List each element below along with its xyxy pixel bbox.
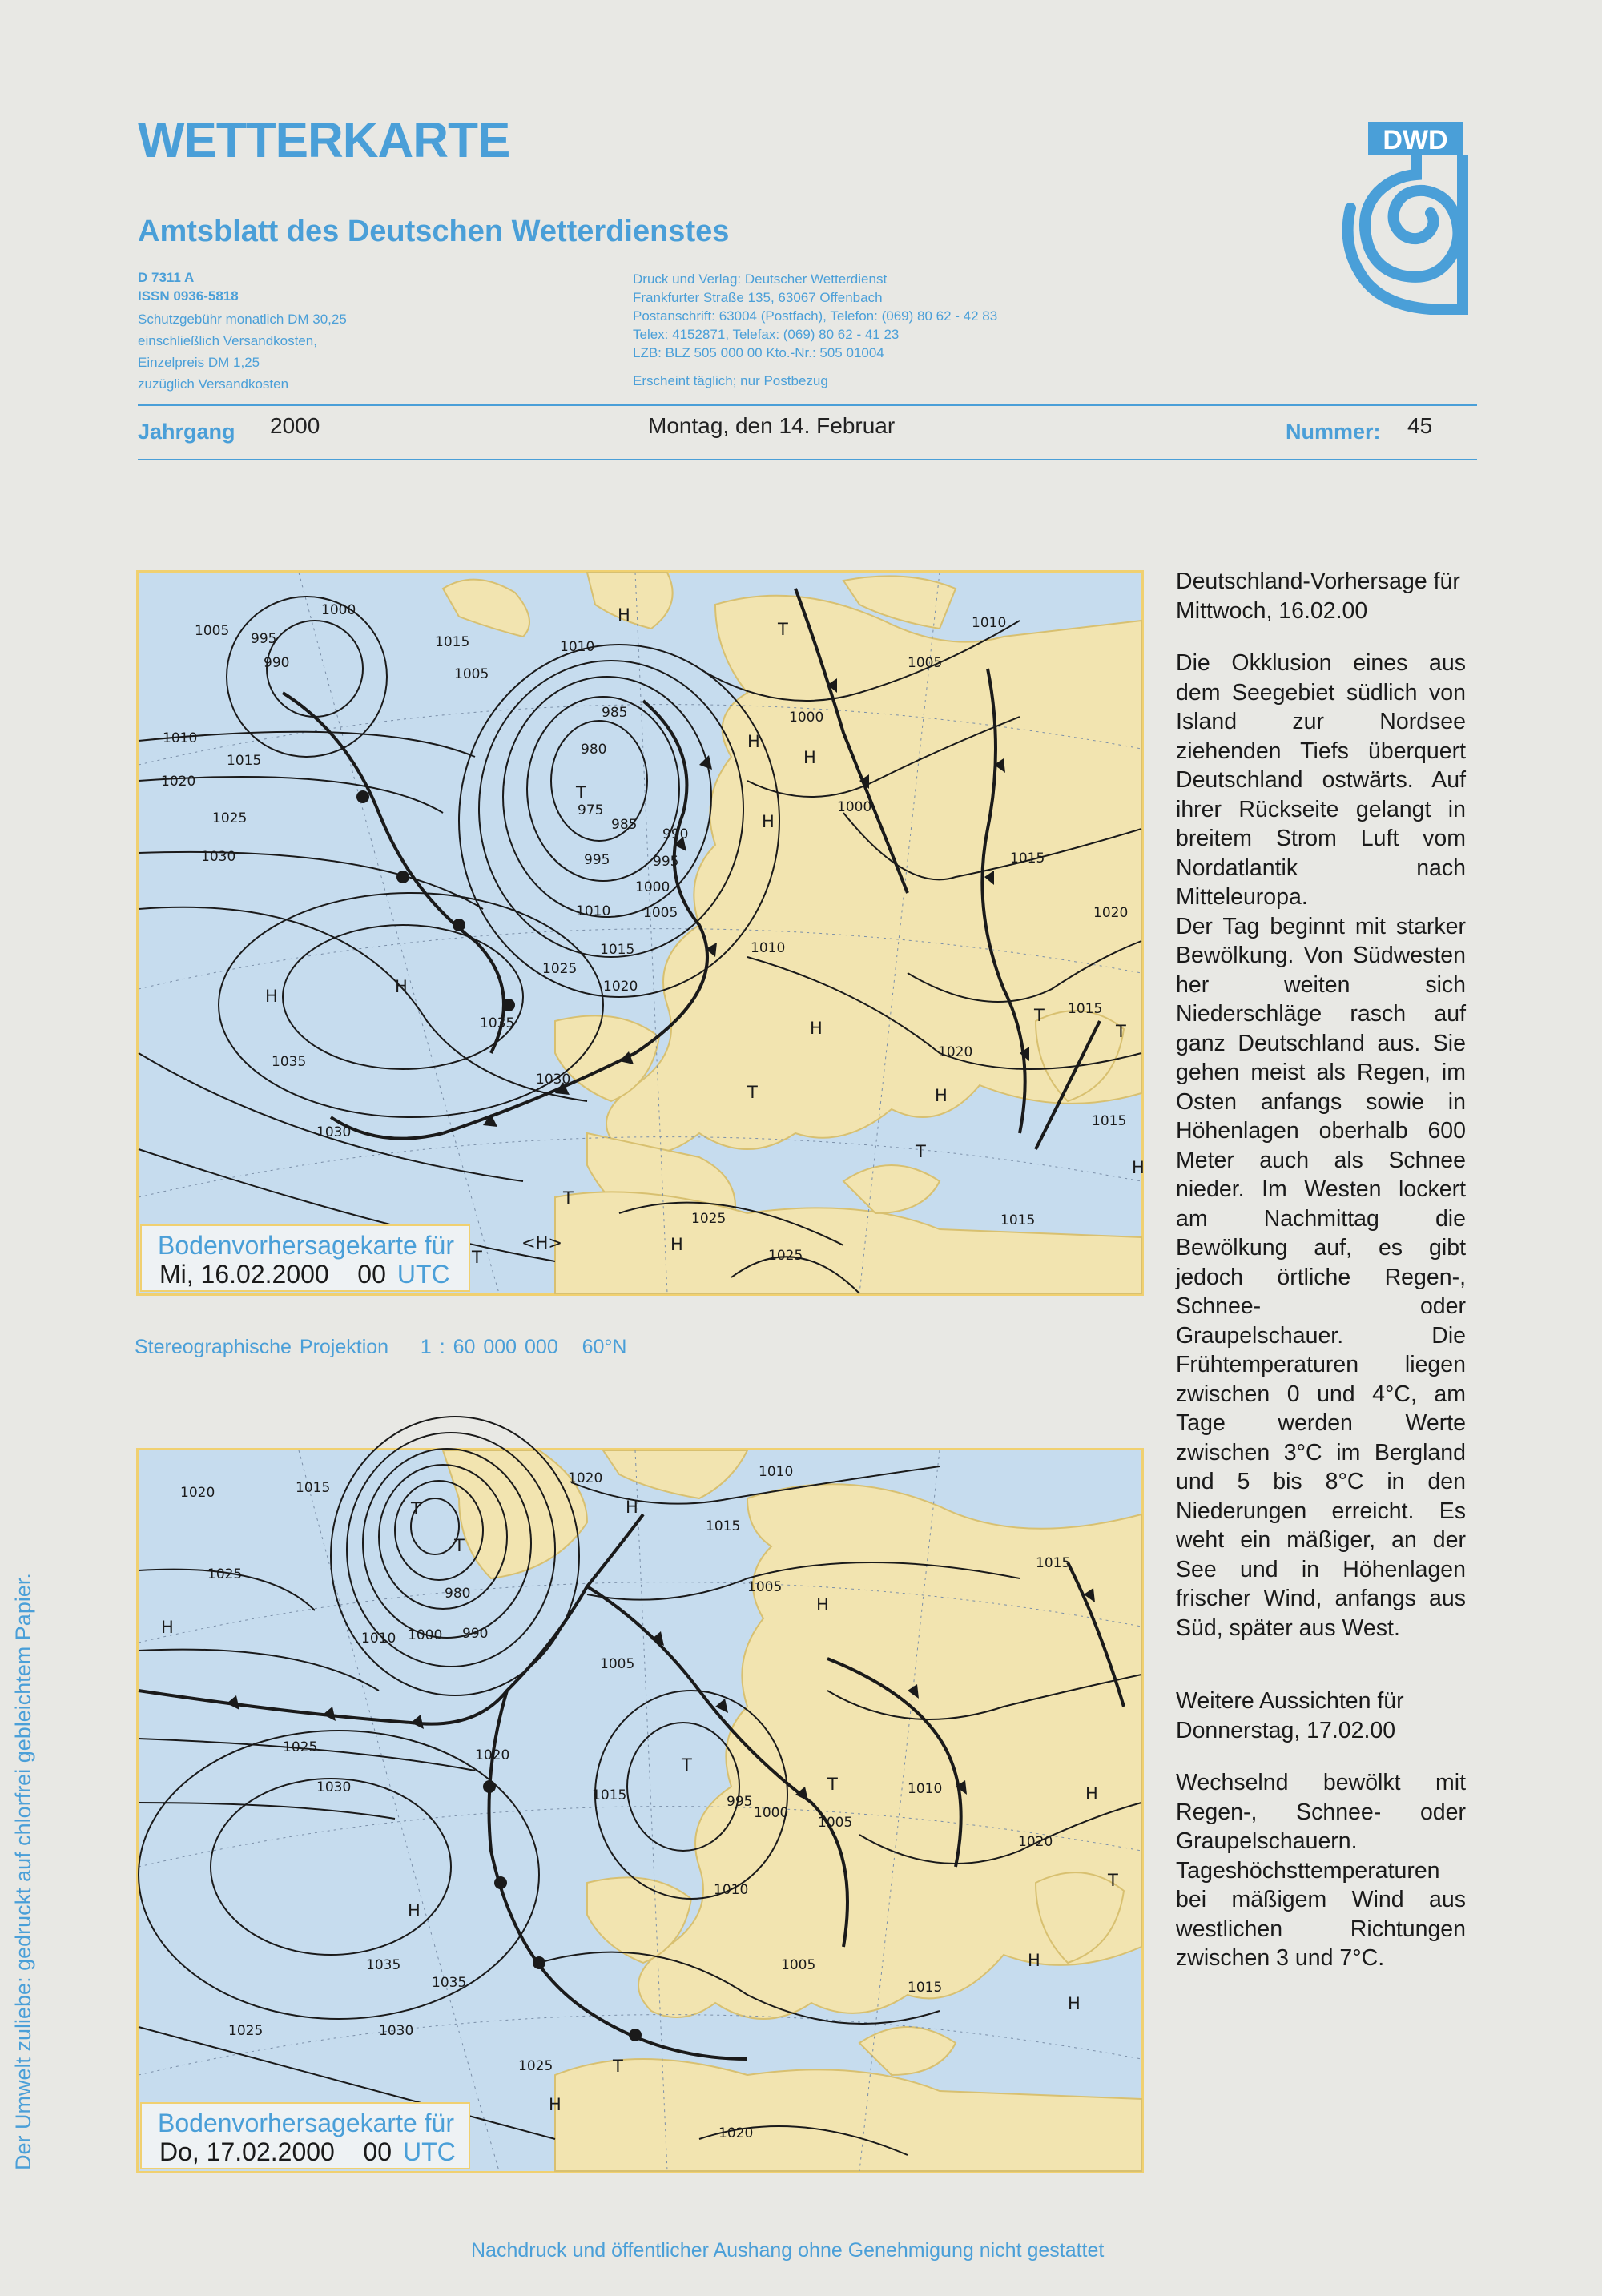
- isobar-label: 1020: [1093, 905, 1129, 921]
- isobar-label: 1005: [781, 1957, 816, 1973]
- issn: ISSN 0936-5818: [138, 288, 239, 304]
- map-utc: UTC: [403, 2137, 456, 2166]
- map-utc: UTC: [396, 1260, 450, 1289]
- fee-line: Einzelpreis DM 1,25: [138, 355, 260, 370]
- isobar-label: 1010: [714, 1882, 749, 1898]
- isobar-label: 1030: [316, 1124, 352, 1140]
- map-date: Mi, 16.02.2000: [159, 1260, 329, 1289]
- isobar-label: 1005: [600, 1656, 635, 1672]
- publisher-line: LZB: BLZ 505 000 00 Kto.-Nr.: 505 01004: [633, 345, 884, 360]
- publisher-line: Frankfurter Straße 135, 63067 Offenbach: [633, 290, 883, 305]
- isobar-label: 1020: [603, 979, 638, 995]
- isobar-label: 990: [462, 1626, 489, 1642]
- isobar-label: 1025: [542, 961, 578, 977]
- pressure-center: H: [1085, 1784, 1098, 1803]
- projection-note: [135, 1336, 626, 1359]
- isobar-label: 1005: [643, 905, 678, 921]
- pressure-center: T: [827, 1775, 838, 1794]
- publisher-line: Druck und Verlag: Deutscher Wetterdienst: [633, 271, 888, 287]
- pressure-center: H: [747, 732, 760, 751]
- pressure-center: H: [395, 977, 408, 996]
- isobar-label: 1020: [568, 1470, 603, 1486]
- pressure-center: H: [549, 2095, 562, 2114]
- isobar-label: 1030: [316, 1779, 352, 1795]
- isobar-label: 1000: [789, 710, 824, 726]
- pressure-center: H: [1132, 1158, 1145, 1177]
- header-rule-bottom: [138, 459, 1477, 460]
- isobar-label: 1015: [1000, 1212, 1036, 1228]
- pressure-center: T: [916, 1142, 926, 1161]
- isobar-label: 980: [581, 742, 607, 758]
- isobar-label: 1015: [435, 634, 470, 650]
- logo-text: DWD: [1383, 125, 1448, 155]
- isobar-label: 1035: [272, 1054, 307, 1070]
- isobar-label: 1010: [751, 940, 786, 956]
- land-areas: [443, 573, 1141, 1293]
- forecast-heading: Deutschland-Vorhersage für Mittwoch, 16.02.00: [1176, 569, 1460, 624]
- map-caption-title: Bodenvorhersagekarte für: [158, 1231, 454, 1260]
- pressure-center: T: [576, 783, 586, 802]
- isobar-label: 1005: [818, 1815, 853, 1831]
- isobar-label: 990: [662, 826, 689, 842]
- isobar-label: 995: [251, 631, 277, 647]
- map-caption-date-time: [159, 1260, 450, 1289]
- isobar-label: 1010: [908, 1781, 943, 1797]
- isobar-label: 1005: [908, 655, 943, 671]
- isobar-label: 1020: [938, 1044, 973, 1060]
- isobar-label: 990: [264, 655, 290, 671]
- isobar-label: 995: [653, 854, 679, 870]
- appearance-note: Erscheint täglich; nur Postbezug: [633, 373, 828, 388]
- publication-subtitle: Amtsblatt des Deutschen Wetterdienstes: [138, 215, 730, 248]
- issue-date: Montag, den 14. Februar: [648, 413, 896, 438]
- pressure-center: H: [810, 1019, 823, 1038]
- isobar-label: 1030: [379, 2023, 414, 2039]
- isobar-label: 995: [727, 1794, 753, 1810]
- isobar-label: 1020: [161, 774, 196, 790]
- map-caption-date-time: [159, 2137, 456, 2167]
- pressure-center: H: [626, 1498, 638, 1517]
- isobar-label: 985: [611, 817, 638, 833]
- isobar-label: 1025: [768, 1248, 803, 1264]
- map-time: 00: [357, 1260, 386, 1289]
- subscription-info: [138, 268, 347, 395]
- forecast-paragraph: Die Okklusion eines aus dem Seegebiet südlich von Island zur Nordsee ziehenden Tiefs überquert Deutschland ostwärts. Auf ihrer Rückseite gelangt in breitem Strom Luft vom Nordatlantik nach Mitteleuropa.: [1176, 650, 1466, 910]
- forecast-text: [1176, 567, 1466, 1973]
- pressure-center: H: [803, 748, 816, 767]
- pressure-center: H: [935, 1086, 948, 1105]
- isobar-label: 1025: [283, 1739, 318, 1755]
- isobar-label: 1005: [747, 1579, 783, 1595]
- isobar-label: 1020: [1018, 1834, 1053, 1850]
- isobar-label: 1015: [908, 1980, 943, 1996]
- isobar-label: 1015: [1068, 1001, 1103, 1017]
- map-caption: [140, 1224, 470, 1292]
- header-rule-top: [138, 404, 1477, 406]
- map-caption-title: Bodenvorhersagekarte für: [158, 2109, 454, 2137]
- isobar-label: 1015: [600, 942, 635, 958]
- projection-scale: 1 : 60 000 000: [420, 1336, 558, 1358]
- isobar-label: 1015: [592, 1787, 627, 1803]
- isobar-label: 1030: [201, 849, 236, 865]
- pressure-center: T: [472, 1248, 482, 1267]
- isobar-label: 1030: [536, 1072, 571, 1088]
- pressure-center: <H>: [521, 1233, 562, 1253]
- forecast-map-thursday: [136, 1448, 1144, 2173]
- isobar-label: 980: [445, 1586, 471, 1602]
- isobar-label: 1010: [759, 1464, 794, 1480]
- publication-title: WETTERKARTE: [138, 113, 510, 168]
- pressure-center: H: [618, 605, 630, 625]
- isobar-label: 1000: [754, 1805, 789, 1821]
- pressure-center: H: [670, 1235, 683, 1254]
- pressure-center: H: [762, 812, 775, 831]
- environment-note: Der Umwelt zuliebe: gedruckt auf chlorfrei gebleichtem Papier.: [11, 1573, 35, 2170]
- isobar-label: 1010: [163, 730, 198, 746]
- forecast-map-wednesday: [136, 570, 1144, 1296]
- isobar-label: 1010: [972, 615, 1007, 631]
- pressure-center: T: [411, 1499, 421, 1518]
- pressure-center: T: [778, 620, 788, 639]
- isobar-label: 1015: [706, 1518, 741, 1534]
- copyright-footer: Nachdruck und öffentlicher Aushang ohne Genehmigung nicht gestattet: [471, 2239, 1105, 2262]
- forecast-paragraph: Der Tag beginnt mit starker Bewölkung. Von Südwesten her weiten sich Niederschläge rasch auf ganz Deutschland aus. Sie gehen meist als Regen, im Osten anfangs sowie in Höhenlagen oberhalb 600 Meter auch als Schnee nieder. Im Westen lockert am Nachmittag die Bewölkung auf, es gibt jedoch örtliche Regen-, Schnee- oder Graupelschauer. Die Frühtemperaturen liegen zwischen 0 und 4°C, am Tage werden Werte zwischen 3°C im Bergland und 5 bis 8°C in den Niederungen erreicht. Es weht ein mäßiger, an der See und in Höhenlagen frischer Wind, anfangs aus Süd, später aus West.: [1176, 913, 1466, 1641]
- pressure-center: H: [1068, 1994, 1081, 2013]
- pressure-center: T: [1116, 1022, 1126, 1041]
- pressure-center: H: [408, 1901, 421, 1920]
- isobar-label: 1010: [560, 639, 595, 655]
- isobar-label: 1015: [227, 753, 262, 769]
- map-date: Do, 17.02.2000: [159, 2137, 335, 2166]
- isobar-label: 1005: [195, 623, 230, 639]
- pressure-center: T: [682, 1755, 692, 1775]
- dwd-logo: [1320, 120, 1472, 312]
- pressure-center: H: [816, 1595, 829, 1614]
- isobar-label: 1000: [408, 1627, 443, 1643]
- pressure-center: T: [563, 1188, 574, 1208]
- outlook-heading: Weitere Aussichten für Donnerstag, 17.02.00: [1176, 1688, 1404, 1743]
- isobar-label: 1025: [212, 810, 248, 826]
- pressure-center: T: [613, 2057, 623, 2076]
- isobar-label: 1025: [207, 1566, 243, 1582]
- isobar-label: 1000: [321, 602, 356, 618]
- projection-name: Stereographische Projektion: [135, 1336, 389, 1358]
- publisher-info: [633, 270, 997, 390]
- isobar-label: 1020: [475, 1747, 510, 1763]
- pressure-center: T: [1034, 1006, 1045, 1025]
- number-label: Nummer:: [1286, 420, 1381, 444]
- map-caption: [140, 2102, 470, 2169]
- isobar-label: 1015: [1010, 850, 1045, 867]
- fee-line: einschließlich Versandkosten,: [138, 333, 317, 348]
- isobar-label: 1015: [1036, 1555, 1071, 1571]
- isobar-label: 1015: [1092, 1113, 1127, 1129]
- map-time: 00: [363, 2137, 392, 2166]
- outlook-paragraph: Wechselnd bewölkt mit Regen-, Schnee- oder Graupelschauern. Tageshöchsttemperaturen bei mäßigem Wind aus westlichen Richtungen zwischen 3 und 7°C.: [1176, 1770, 1466, 1971]
- year-value: 2000: [270, 413, 320, 438]
- isobar-label: 1035: [432, 1975, 467, 1991]
- publication-code: D 7311 A: [138, 270, 195, 285]
- pressure-center: T: [454, 1536, 465, 1555]
- projection-latitude: 60°N: [582, 1336, 627, 1358]
- isobar-label: 985: [602, 705, 628, 721]
- isobar-label: 1025: [228, 2023, 264, 2039]
- isobar-label: 1020: [180, 1485, 215, 1501]
- publisher-line: Postanschrift: 63004 (Postfach), Telefon: (069) 80 62 - 42 83: [633, 308, 998, 324]
- fee-line: Schutzgebühr monatlich DM 30,25: [138, 312, 347, 327]
- fee-line: zuzüglich Versandkosten: [138, 376, 289, 392]
- publisher-line: Telex: 4152871, Telefax: (069) 80 62 - 41 23: [633, 327, 900, 342]
- isobar-label: 995: [584, 852, 610, 868]
- isobar-label: 1010: [361, 1631, 396, 1647]
- pressure-center: H: [265, 987, 278, 1006]
- isobar-label: 1010: [576, 903, 611, 919]
- isobar-label: 1005: [454, 666, 489, 682]
- isobar-label: 1035: [366, 1957, 401, 1973]
- pressure-center: T: [1108, 1871, 1118, 1890]
- pressure-center: H: [1028, 1951, 1040, 1970]
- isobar-label: 1000: [837, 799, 872, 815]
- isobar-label: 1020: [718, 2125, 754, 2141]
- isobar-label: 1025: [691, 1211, 727, 1227]
- isobar-label: 1015: [296, 1480, 331, 1496]
- isobar-label: 975: [578, 802, 604, 818]
- isobar-label: 1000: [635, 879, 670, 895]
- isobar-label: 1035: [480, 1015, 515, 1031]
- number-value: 45: [1407, 413, 1433, 438]
- pressure-center: H: [161, 1618, 174, 1637]
- pressure-center: T: [747, 1083, 758, 1102]
- issue-row: [138, 408, 1477, 447]
- year-label: Jahrgang: [138, 420, 235, 444]
- isobar-label: 1025: [518, 2058, 553, 2074]
